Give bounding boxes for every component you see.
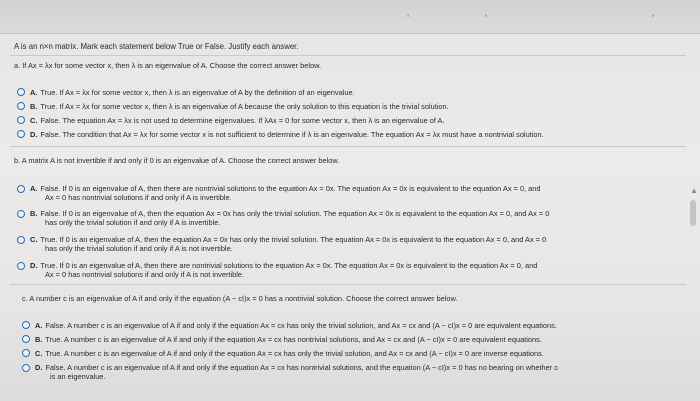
part-b-option-b-radio[interactable]: [17, 210, 25, 218]
part-a-prompt: a. If Ax = λx for some vector x, then λ is an eigenvalue of A. Choose the correct answer below.: [14, 61, 322, 70]
part-a-option-c-radio[interactable]: [17, 116, 25, 124]
part-c-option-a[interactable]: A. False. A number c is an eigenvalue of A if and only if the equation Ax = cx has only the trivial solution, and Ax = cx and (A − cI)x = 0 are equivalent equations.: [35, 321, 557, 330]
part-c-option-b[interactable]: B. True. A number c is an eigenvalue of A if and only if the equation Ax = cx has nontrivial solutions, and Ax = cx and (A − cI)x = 0 are equivalent equations.: [35, 335, 542, 344]
part-a-divider: [10, 146, 686, 147]
part-c-option-a-radio[interactable]: [22, 321, 30, 329]
part-b-option-a-radio[interactable]: [17, 185, 25, 193]
part-b-divider: [10, 284, 686, 285]
part-b-option-d[interactable]: D. True. If 0 is an eigenvalue of A, then there are nontrivial solutions to the equation Ax = 0x. The equation Ax = 0x is equivalent to the equation Ax = 0, and: [30, 261, 538, 270]
intro-divider: [10, 55, 686, 56]
part-b-option-a-cont: Ax = 0 has nontrivial solutions if and only if A is invertible.: [45, 193, 232, 202]
part-a-option-c[interactable]: C. False. The equation Ax = λx is not used to determine eigenvalues. If λAx = 0 for some vector x, then λ is an eigenvalue of A.: [30, 116, 445, 125]
header-divider: [0, 33, 700, 34]
part-c-option-c[interactable]: C. True. A number c is an eigenvalue of A if and only if the equation Ax = cx has only the trivial solution, and Ax = cx and (A − cI)x = 0 are inverse equations.: [35, 349, 544, 358]
part-b-option-c-radio[interactable]: [17, 236, 25, 244]
part-b-option-b-cont: has only the trivial solution if and only if A is invertible.: [45, 218, 221, 227]
part-b-option-c-cont: has only the trivial solution if and only if A is not invertible.: [45, 244, 233, 253]
part-a-option-a[interactable]: A. True. If Ax = λx for some vector x, then λ is an eigenvalue of A by the definition of an eigenvalue.: [30, 88, 355, 97]
part-b-option-a[interactable]: A. False. If 0 is an eigenvalue of A, then there are nontrivial solutions to the equation Ax = 0x. The equation Ax = 0x is equivalent to the equation Ax = 0, and: [30, 184, 541, 193]
part-b-option-d-cont: Ax = 0 has nontrivial solutions if and only if A is not invertible.: [45, 270, 245, 279]
part-b-option-d-radio[interactable]: [17, 262, 25, 270]
corner-mark-3: ': [652, 13, 655, 25]
part-b-option-b[interactable]: B. False. If 0 is an eigenvalue of A, then the equation Ax = 0x has only the trivial solution. The equation Ax = 0x is equivalent to the equation Ax = 0, and Ax = 0: [30, 209, 550, 218]
part-c-option-c-radio[interactable]: [22, 349, 30, 357]
part-b-option-c[interactable]: C. True. If 0 is an eigenvalue of A, then the equation Ax = 0x has only the trivial solution. The equation Ax = 0x is equivalent to the equation Ax = 0, and Ax = 0: [30, 235, 547, 244]
part-a-option-d-radio[interactable]: [17, 130, 25, 138]
top-toolbar: [0, 0, 700, 34]
part-c-option-b-radio[interactable]: [22, 335, 30, 343]
question-intro: A is an n×n matrix. Mark each statement below True or False. Justify each answer.: [14, 42, 299, 51]
scroll-up-icon[interactable]: ▲: [690, 186, 698, 195]
corner-mark-1: ': [407, 13, 410, 25]
corner-mark-2: ': [485, 13, 488, 25]
scrollbar-thumb[interactable]: [690, 200, 696, 226]
part-b-prompt: b. A matrix A is not invertible if and only if 0 is an eigenvalue of A. Choose the correct answer below.: [14, 156, 340, 165]
part-c-option-d[interactable]: D. False. A number c is an eigenvalue of A if and only if the equation Ax = cx has nontrivial solutions, and the equation (A − cI)x = 0 has no bearing on whether c: [35, 363, 558, 372]
part-c-option-d-radio[interactable]: [22, 364, 30, 372]
part-a-option-b-radio[interactable]: [17, 102, 25, 110]
part-a-option-a-radio[interactable]: [17, 88, 25, 96]
part-c-option-d-cont: is an eigenvalue.: [50, 372, 106, 381]
part-c-prompt: c. A number c is an eigenvalue of A if and only if the equation (A − cI)x = 0 has a nontrivial solution. Choose the correct answer below.: [22, 294, 458, 303]
part-a-option-b[interactable]: B. True. If Ax = λx for some vector x, then λ is an eigenvalue of A because the only solution to this equation is the trivial solution.: [30, 102, 449, 111]
part-a-option-d[interactable]: D. False. The condition that Ax = λx for some vector x is not sufficient to determine if λ is an eigenvalue. The equation Ax = λx must have a nontrivial solution.: [30, 130, 544, 139]
